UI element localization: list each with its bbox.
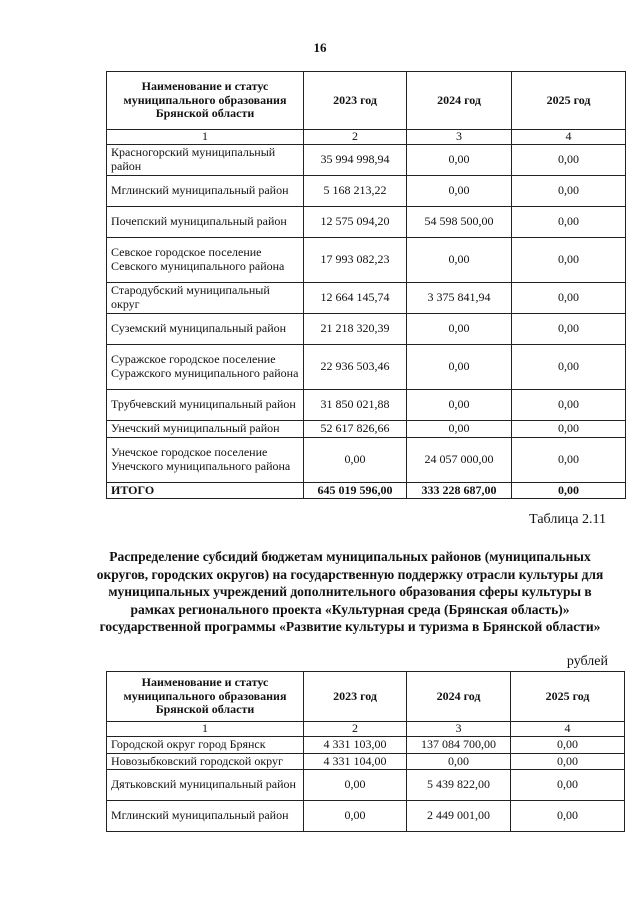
value-2024: 137 084 700,00	[407, 736, 511, 753]
column-index-row	[107, 722, 625, 737]
table-header-row	[107, 72, 626, 130]
value-2023: 5 168 213,22	[304, 175, 407, 206]
header-2024: 2024 год	[407, 72, 512, 130]
table-row	[107, 736, 625, 753]
municipality-name: Унечское городское поселение Унечского муниципального района	[107, 437, 304, 482]
table-row	[107, 144, 626, 175]
header-2023: 2023 год	[304, 672, 407, 722]
table-row	[107, 753, 625, 770]
header-2025: 2025 год	[511, 672, 625, 722]
municipality-name: Трубчевский муниципальный район	[107, 389, 304, 420]
municipality-name: Городской округ город Брянск	[107, 736, 304, 753]
total-2024: 333 228 687,00	[407, 482, 512, 499]
header-municipality: Наименование и статус муниципального образования Брянской области	[107, 72, 304, 130]
value-2025: 0,00	[512, 389, 626, 420]
table-caption: Таблица 2.11	[529, 512, 606, 527]
value-2025: 0,00	[511, 753, 625, 770]
value-2025: 0,00	[512, 437, 626, 482]
value-2024: 0,00	[407, 753, 511, 770]
municipality-name: Мглинский муниципальный район	[107, 175, 304, 206]
header-2025: 2025 год	[512, 72, 626, 130]
municipality-name: Суземский муниципальный район	[107, 313, 304, 344]
column-index-row	[107, 130, 626, 145]
table-row	[107, 437, 626, 482]
value-2024: 5 439 822,00	[407, 770, 511, 801]
index-cell: 4	[511, 722, 625, 737]
value-2025: 0,00	[512, 282, 626, 313]
table-row	[107, 420, 626, 437]
value-2024: 0,00	[407, 313, 512, 344]
table-row	[107, 175, 626, 206]
value-2023: 4 331 103,00	[304, 736, 407, 753]
municipality-name: Новозыбковский городской округ	[107, 753, 304, 770]
value-2023: 35 994 998,94	[304, 144, 407, 175]
value-2023: 31 850 021,88	[304, 389, 407, 420]
table-header-row	[107, 672, 625, 722]
municipality-name: Красногорский муниципальный район	[107, 144, 304, 175]
currency-unit: рублей	[566, 654, 608, 669]
value-2025: 0,00	[511, 801, 625, 832]
value-2023: 0,00	[304, 801, 407, 832]
value-2023: 12 664 145,74	[304, 282, 407, 313]
value-2023: 52 617 826,66	[304, 420, 407, 437]
table-row	[107, 206, 626, 237]
municipality-name: Дятьковский муниципальный район	[107, 770, 304, 801]
index-cell: 3	[407, 722, 511, 737]
index-cell: 4	[512, 130, 626, 145]
value-2025: 0,00	[511, 736, 625, 753]
total-row	[107, 482, 626, 499]
table-row	[107, 237, 626, 282]
value-2024: 54 598 500,00	[407, 206, 512, 237]
value-2023: 12 575 094,20	[304, 206, 407, 237]
page-number: 16	[313, 40, 327, 55]
value-2024: 3 375 841,94	[407, 282, 512, 313]
municipality-name: Суражское городское поселение Суражского муниципального района	[107, 344, 304, 389]
value-2024: 2 449 001,00	[407, 801, 511, 832]
value-2023: 22 936 503,46	[304, 344, 407, 389]
value-2025: 0,00	[512, 206, 626, 237]
municipality-name: Унечский муниципальный район	[107, 420, 304, 437]
value-2023: 0,00	[304, 770, 407, 801]
municipality-name: Стародубский муниципальный округ	[107, 282, 304, 313]
table-title: Распределение субсидий бюджетам муниципальных районов (муниципальных округов, городских округов) на государственную поддержку отрасли культуры для муниципальных учреждений дополнительного образования сферы культуры в рамках регионального проекта «Культурная среда (Брянская область)» государственной программы «Развитие культуры и туризма в Брянской области»	[96, 549, 604, 634]
table-row	[107, 282, 626, 313]
value-2023: 4 331 104,00	[304, 753, 407, 770]
total-label: ИТОГО	[107, 482, 304, 499]
table-row	[107, 801, 625, 832]
value-2024: 0,00	[407, 420, 512, 437]
index-cell: 1	[107, 130, 304, 145]
table-row	[107, 770, 625, 801]
value-2024: 0,00	[407, 237, 512, 282]
value-2025: 0,00	[512, 144, 626, 175]
value-2024: 0,00	[407, 344, 512, 389]
value-2023: 21 218 320,39	[304, 313, 407, 344]
total-2023: 645 019 596,00	[304, 482, 407, 499]
table-row	[107, 313, 626, 344]
header-municipality: Наименование и статус муниципального образования Брянской области	[107, 672, 304, 722]
index-cell: 2	[304, 130, 407, 145]
table-row	[107, 389, 626, 420]
value-2024: 0,00	[407, 389, 512, 420]
value-2023: 17 993 082,23	[304, 237, 407, 282]
municipality-name: Мглинский муниципальный район	[107, 801, 304, 832]
value-2025: 0,00	[512, 237, 626, 282]
municipality-name: Почепский муниципальный район	[107, 206, 304, 237]
value-2025: 0,00	[512, 344, 626, 389]
value-2025: 0,00	[512, 420, 626, 437]
subsidy-table-2	[106, 671, 625, 832]
subsidy-table-1	[106, 71, 626, 499]
value-2024: 0,00	[407, 175, 512, 206]
index-cell: 1	[107, 722, 304, 737]
header-2024: 2024 год	[407, 672, 511, 722]
value-2024: 24 057 000,00	[407, 437, 512, 482]
value-2023: 0,00	[304, 437, 407, 482]
value-2025: 0,00	[511, 770, 625, 801]
value-2025: 0,00	[512, 175, 626, 206]
value-2025: 0,00	[512, 313, 626, 344]
index-cell: 3	[407, 130, 512, 145]
total-2025: 0,00	[512, 482, 626, 499]
index-cell: 2	[304, 722, 407, 737]
header-2023: 2023 год	[304, 72, 407, 130]
value-2024: 0,00	[407, 144, 512, 175]
municipality-name: Севское городское поселение Севского муниципального района	[107, 237, 304, 282]
table-row	[107, 344, 626, 389]
